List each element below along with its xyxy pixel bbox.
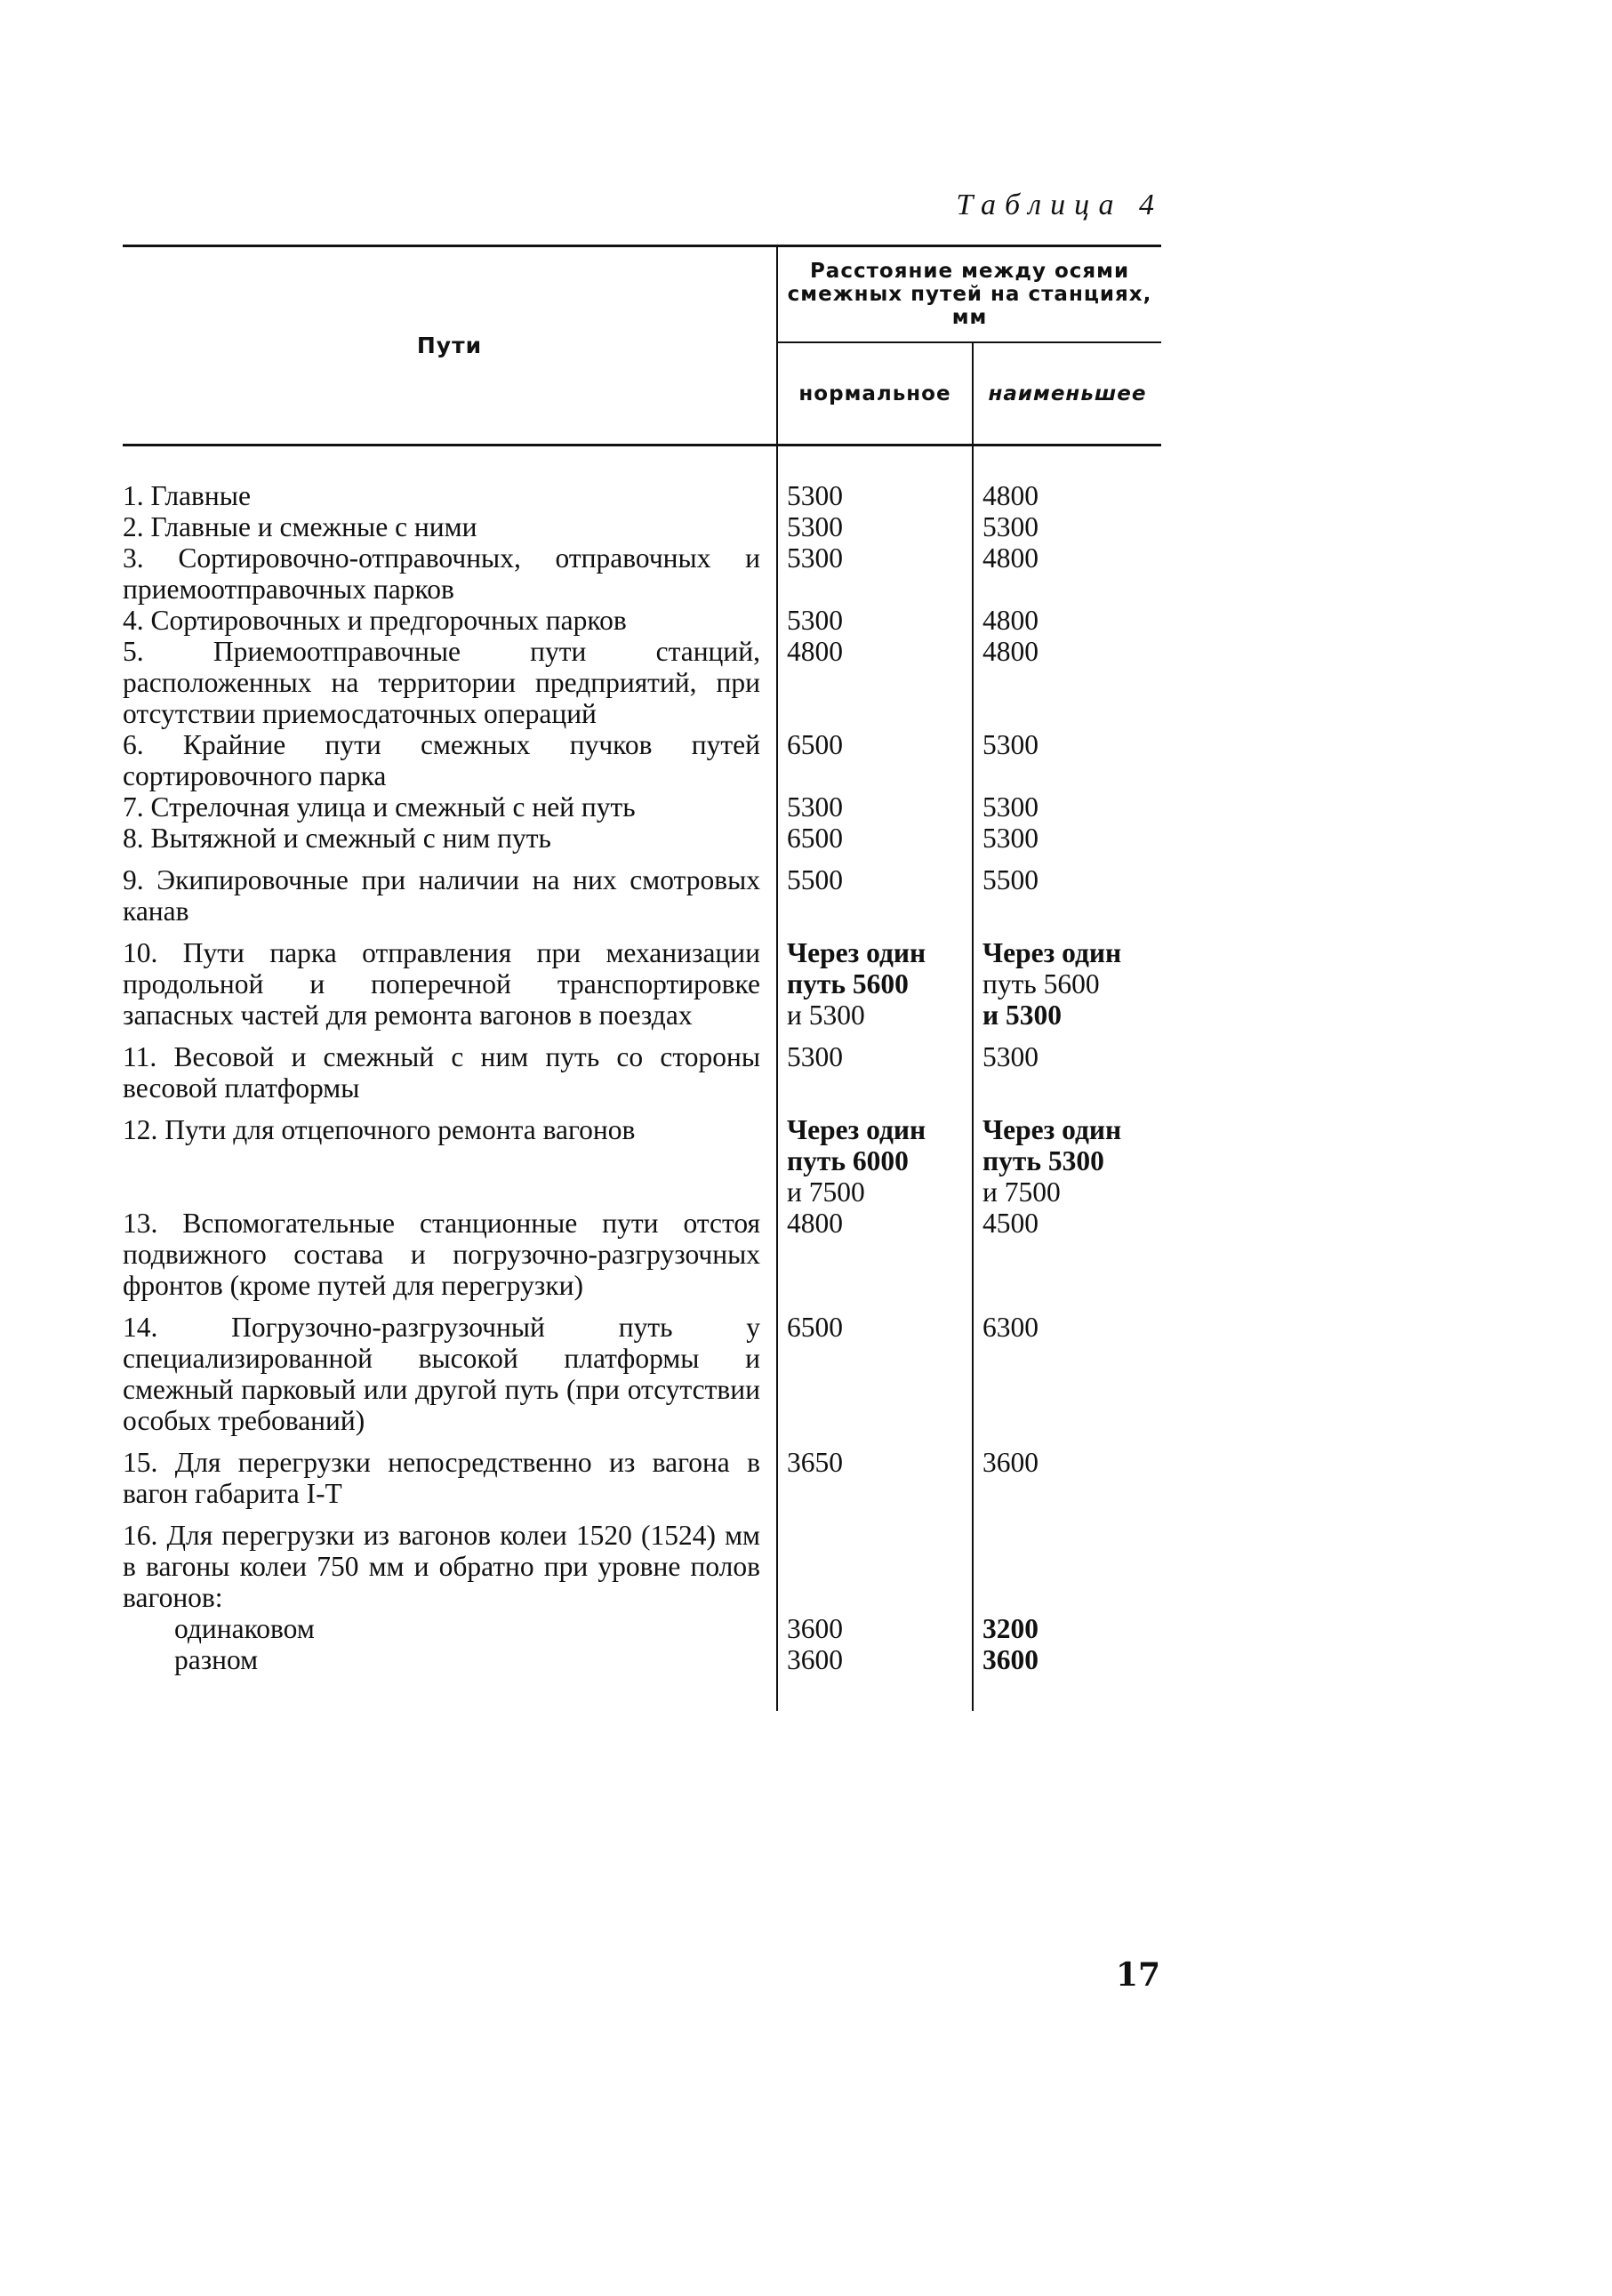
path-cell: 11. Весовой и смежный с ним путь со стороны весовой платформы [123,1041,760,1104]
header-distance-label: Расстояние между осями смежных путей на станциях, мм [787,260,1152,329]
table-row [123,542,1161,605]
header-paths: Пути [123,246,777,446]
normal-cell [777,1114,973,1208]
table-row [123,1114,1161,1208]
sub-item-label: разном [174,1644,259,1675]
header-distance-group [777,246,1161,343]
normal-cell: 5300 [777,605,973,636]
table-row [123,636,1161,729]
table-row [123,1041,1161,1114]
minimal-cell: 5300 [973,1041,1161,1114]
table-row [123,1644,1161,1675]
path-cell [123,1613,777,1644]
header-normal: нормальное [777,342,973,446]
normal-line-3: и 7500 [787,1176,865,1208]
normal-cell: 6500 [777,729,973,791]
path-cell: 8. Вытяжной и смежный с ним путь [123,823,551,854]
path-cell: 10. Пути парка отправления при механизации продольной и поперечной транспортировке запасных частей для ремонта вагонов в поездах [123,937,760,1031]
path-cell: 7. Стрелочная улица и смежный с ней путь [123,791,636,823]
minimal-line-2: путь 5300 [982,1145,1104,1176]
header-minimal: наименьшее [973,342,1161,446]
normal-line-3: и 5300 [787,999,865,1031]
minimal-cell: 3600 [973,1644,1161,1675]
table-caption: Таблица 4 [956,189,1163,221]
path-cell: 14. Погрузочно-разгрузочный путь у специализированной высокой платформы и смежный парковый или другой путь (при отсутствии особых требований) [123,1312,760,1436]
minimal-cell: 4800 [973,605,1161,636]
path-cell: 1. Главные [123,480,251,511]
normal-cell: 5300 [777,1041,973,1114]
minimal-cell [973,937,1161,1041]
minimal-line-1: Через один [982,1114,1122,1145]
minimal-cell: 3600 [973,1447,1161,1520]
minimal-cell: 4500 [973,1208,1161,1312]
minimal-cell: 4800 [973,542,1161,605]
table-row [123,511,1161,542]
normal-cell: 6500 [777,823,973,864]
path-cell: 5. Приемоотправочные пути станций, расположенных на территории предприятий, при отсутствии приемосдаточных операций [123,636,760,729]
minimal-cell: 5300 [973,791,1161,823]
minimal-cell [973,1520,1161,1613]
minimal-cell: 5300 [973,729,1161,791]
normal-cell: 5300 [777,542,973,605]
minimal-cell: 5300 [973,823,1161,864]
minimal-cell [973,1114,1161,1208]
table-row [123,605,1161,636]
table-row [123,1447,1161,1520]
normal-cell [777,937,973,1041]
path-cell: 16. Для перегрузки из вагонов колеи 1520 (1524) мм в вагоны колеи 750 мм и обратно при уровне полов вагонов: [123,1520,760,1613]
path-cell: 3. Сортировочно-отправочных, отправочных и приемоотправочных парков [123,542,760,605]
distance-table-container [123,245,1161,1711]
minimal-line-3: и 5300 [982,999,1063,1031]
table-row [123,791,1161,823]
minimal-cell: 5500 [973,864,1161,937]
sub-item-label: одинаковом [174,1613,315,1644]
table-row [123,823,1161,864]
normal-cell: 5300 [777,480,973,511]
path-cell: 6. Крайние пути смежных пучков путей сортировочного парка [123,729,760,791]
minimal-cell: 3200 [973,1613,1161,1644]
table-row [123,864,1161,937]
page-number: 17 [1116,1956,1161,1994]
normal-line-1: Через один [787,937,926,968]
minimal-line-1: Через один [982,937,1122,968]
path-cell: 12. Пути для отцепочного ремонта вагонов [123,1114,636,1145]
normal-line-2: путь 5600 [787,968,909,999]
path-cell: 2. Главные и смежные с ними [123,511,477,542]
normal-cell: 6500 [777,1312,973,1447]
track-distance-table [123,245,1161,1711]
table-row [123,1613,1161,1644]
path-cell: 13. Вспомогательные станционные пути отстоя подвижного состава и погрузочно-разгрузочных фронтов (кроме путей для перегрузки) [123,1208,760,1301]
normal-cell [777,1520,973,1613]
table-row [123,1208,1161,1312]
table-row [123,480,1161,511]
table-row [123,1312,1161,1447]
normal-line-2: путь 6000 [787,1145,909,1176]
normal-cell: 4800 [777,1208,973,1312]
normal-cell: 4800 [777,636,973,729]
table-row [123,1520,1161,1613]
minimal-cell: 5300 [973,511,1161,542]
minimal-cell: 6300 [973,1312,1161,1447]
minimal-cell: 4800 [973,480,1161,511]
table-row [123,937,1161,1041]
normal-cell: 5300 [777,791,973,823]
path-cell: 9. Экипировочные при наличии на них смотровых канав [123,864,760,927]
normal-cell: 5500 [777,864,973,937]
path-cell: 4. Сортировочных и предгорочных парков [123,605,627,636]
minimal-line-3: и 7500 [982,1176,1061,1208]
normal-cell: 3600 [777,1613,973,1644]
normal-cell: 3600 [777,1644,973,1675]
minimal-cell: 4800 [973,636,1161,729]
path-cell: 15. Для перегрузки непосредственно из вагона в вагон габарита I-T [123,1447,760,1509]
minimal-line-2: путь 5600 [982,968,1100,999]
normal-line-1: Через один [787,1114,926,1145]
normal-cell: 5300 [777,511,973,542]
table-row [123,729,1161,791]
normal-cell: 3650 [777,1447,973,1520]
path-cell [123,1644,777,1675]
